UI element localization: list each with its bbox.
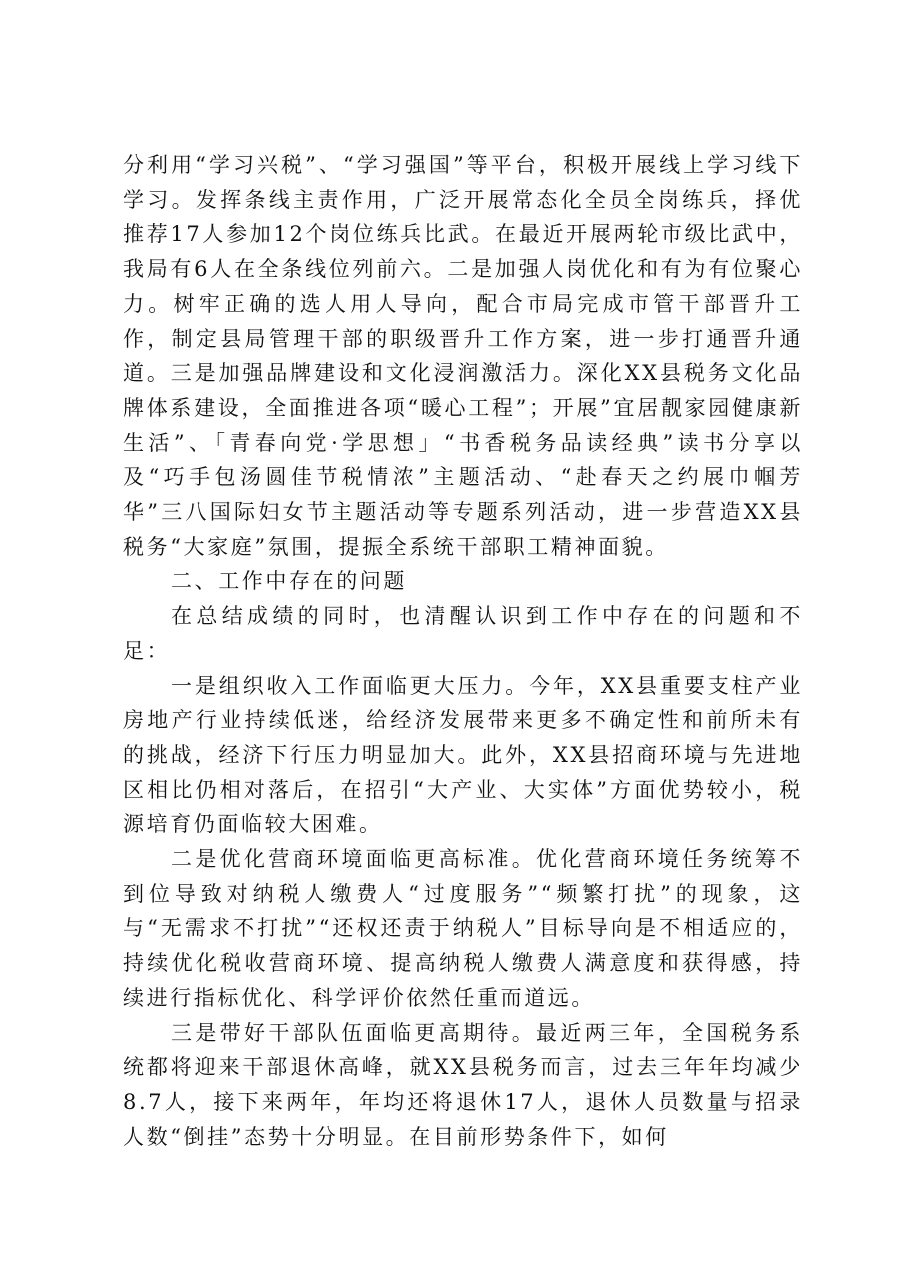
section-heading: 二、工作中存在的问题 (171, 569, 407, 594)
body-paragraph: 一是组织收入工作面临更大压力。今年，XX县重要支柱产业房地产行业持续低迷，给经济发展带来更多不确定性和前所未有的挑战，经济下行压力明显加大。此外，XX县招商环境与先进地区相比仍相对落后，在招引“大产业、大实体”方面优势较小，税源培育仍面临较大困难。 (123, 673, 803, 837)
body-paragraph: 分利用“学习兴税”、“学习强国”等平台，积极开展线上学习线下学习。发挥条线主责作用，广泛开展常态化全员全岗练兵，择优推荐17人参加12个岗位练兵比武。在最近开展两轮市级比武中，我局有6人在全条线位列前六。二是加强人岗优化和有为有位聚心力。树牢正确的选人用人导向，配合市局完成市管干部晋升工作，制定县局管理干部的职级晋升工作方案，进一步打通晋升通道。三是加强品牌建设和文化浸润激活力。深化XX县税务文化品牌体系建设，全面推进各项“暖心工程”；开展”宜居靓家园健康新生活”、「青春向党·学思想」“书香税务品读经典”读书分享以及“巧手包汤圆佳节税情浓”主题活动、“赴春天之约展巾帼芳华”三八国际妇女节主题活动等专题系列活动，进一步营造XX县税务“大家庭”氛围，提振全系统干部职工精神面貌。 (123, 153, 803, 559)
body-paragraph: 二是优化营商环境面临更高标准。优化营商环境任务统筹不到位导致对纳税人缴费人“过度服务”“频繁打扰”的现象，这与“无需求不打扰”“还权还责于纳税人”目标导向是不相适应的，持续优化税收营商环境、提高纳税人缴费人满意度和获得感，持续进行指标优化、科学评价依然任重而道远。 (123, 847, 803, 1010)
document-body (123, 148, 803, 1154)
body-paragraph: 在总结成绩的同时，也清醒认识到工作中存在的问题和不足： (123, 604, 803, 663)
body-paragraph: 三是带好干部队伍面临更高期待。最近两三年，全国税务系统都将迎来干部退休高峰，就XX县税务而言，过去三年年均减少8.7人，接下来两年，年均还将退休17人，退休人员数量与招录人数“倒挂”态势十分明显。在目前形势条件下，如何 (123, 1020, 803, 1149)
